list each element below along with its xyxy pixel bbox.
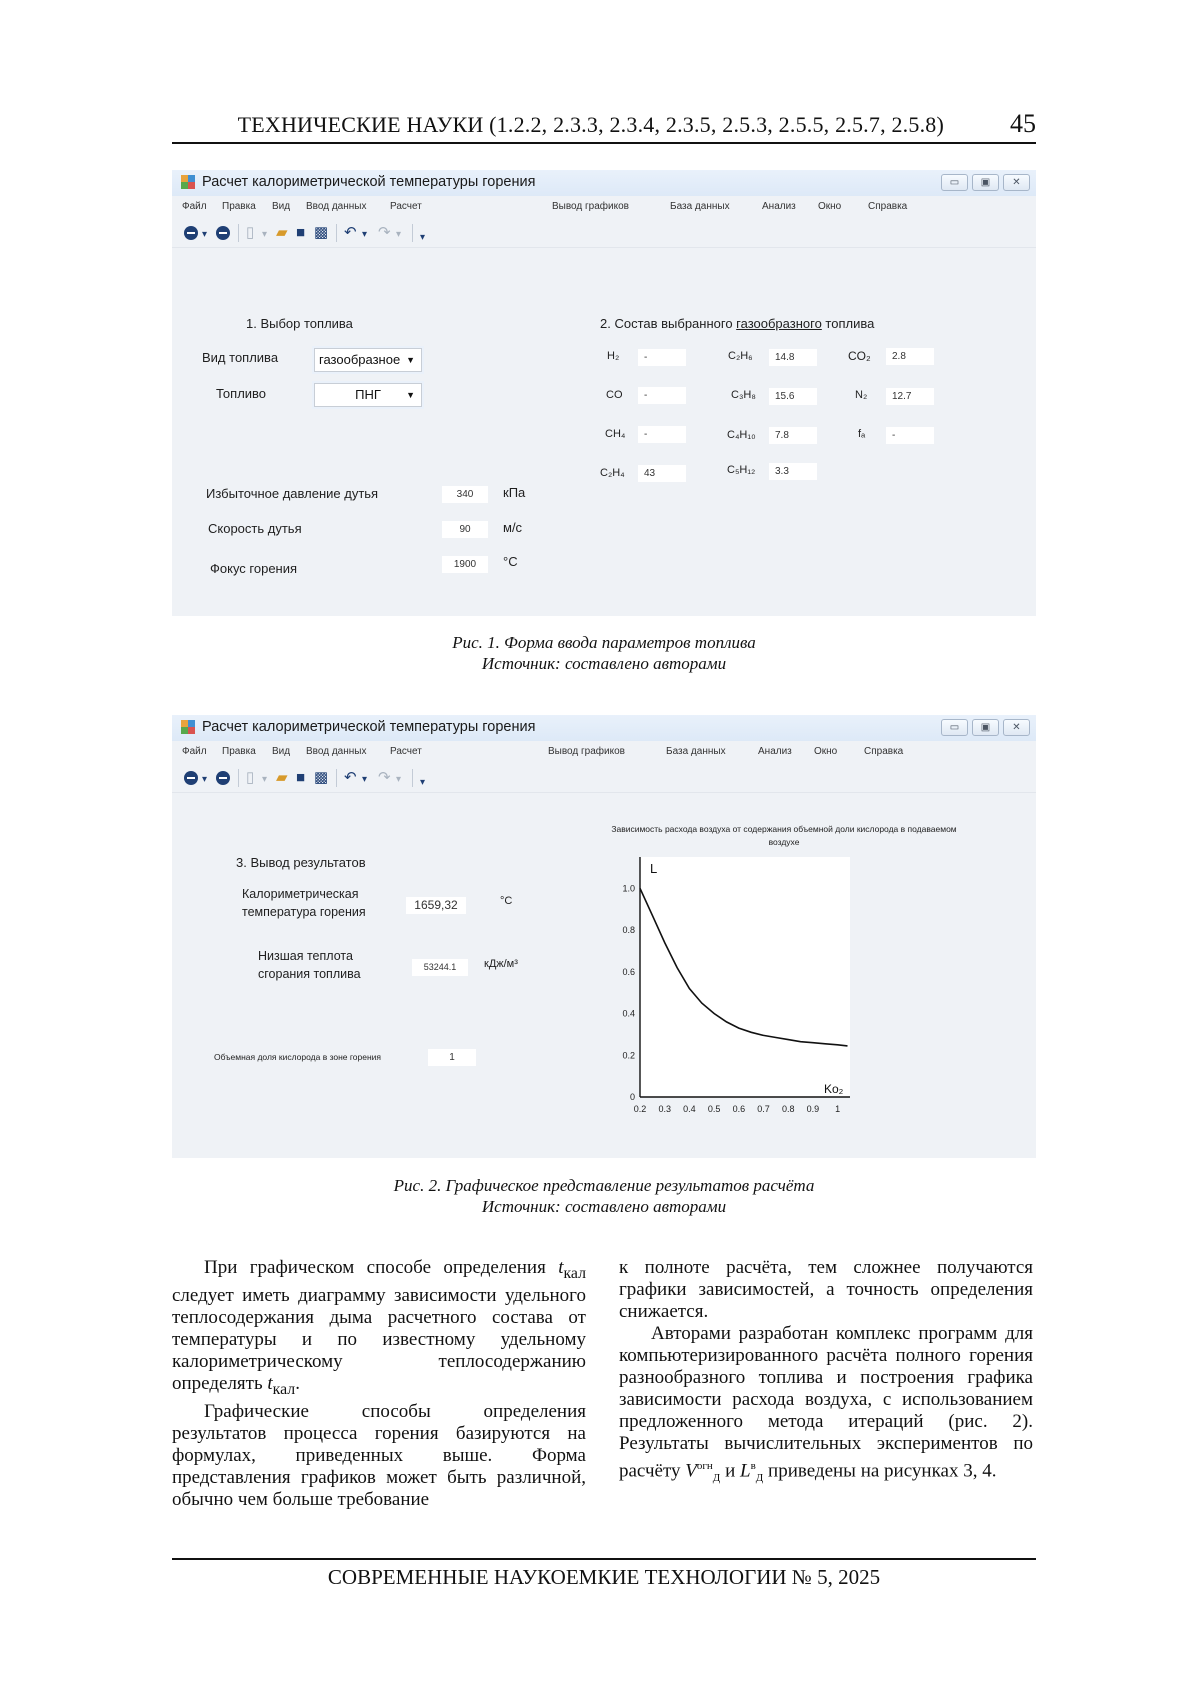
component-input[interactable]: 15.6 xyxy=(769,388,817,405)
heat-unit: кДж/м³ xyxy=(484,958,518,970)
save-all-icon[interactable]: ▩ xyxy=(314,224,329,241)
page-number: 45 xyxy=(1010,109,1036,138)
x-tick-label: 0.3 xyxy=(658,1104,671,1114)
component-input[interactable]: 43 xyxy=(638,465,686,482)
toolbar-overflow-icon[interactable]: ▾ xyxy=(420,232,426,243)
figure1-caption: Рис. 1. Форма ввода параметров топлива xyxy=(452,633,756,652)
redo-icon[interactable]: ↷ xyxy=(378,769,391,786)
new-dropdown-icon[interactable]: ▾ xyxy=(262,229,268,240)
symbol: t xyxy=(558,1257,564,1278)
close-icon[interactable]: ✕ xyxy=(1003,719,1030,736)
blast-speed-input[interactable]: 90 xyxy=(442,521,488,538)
x-tick-label: 0.5 xyxy=(707,1104,721,1114)
back-dropdown-icon[interactable]: ▾ xyxy=(202,774,208,785)
toolbar-separator xyxy=(412,769,413,787)
redo-dropdown-icon[interactable]: ▾ xyxy=(396,229,402,240)
menu-view[interactable]: Вид xyxy=(272,201,291,212)
body-column-right xyxy=(619,1257,1033,1489)
undo-icon[interactable]: ↶ xyxy=(344,224,357,241)
back-dropdown-icon[interactable]: ▾ xyxy=(202,229,208,240)
window-titlebar xyxy=(172,170,1036,196)
y-tick-label: 0.6 xyxy=(622,966,635,977)
component-input[interactable]: 2.8 xyxy=(886,348,934,365)
calorimetric-temperature-output: 1659,32 xyxy=(406,897,466,914)
window-titlebar xyxy=(172,715,1036,741)
toolbar-separator xyxy=(336,769,337,787)
paragraph: Графические способы определения результатов процесса горения базируются на формулах, приведенных выше. Форма представления графиков может быть различной, обычно чем больше требование xyxy=(172,1400,586,1510)
menu-view[interactable]: Вид xyxy=(272,746,291,757)
heat-label-line2: сгорания топлива xyxy=(258,967,361,981)
subscript: кал xyxy=(563,1264,586,1282)
menu-analysis[interactable]: Анализ xyxy=(762,201,796,212)
component-label: C₃H₈ xyxy=(731,389,756,401)
y-tick-label: 0.2 xyxy=(622,1050,635,1061)
menu-help[interactable]: Справка xyxy=(868,201,908,212)
composition-title-part: газообразного xyxy=(736,316,822,331)
component-input[interactable]: - xyxy=(638,387,686,404)
redo-icon[interactable]: ↷ xyxy=(378,224,391,241)
window-title: Расчет калориметрической температуры горения xyxy=(202,719,536,735)
figure2-source: Источник: составлено авторами xyxy=(481,1197,727,1216)
x-tick-label: 0.4 xyxy=(683,1104,696,1114)
superscript: в xyxy=(750,1460,756,1472)
air-consumption-chart xyxy=(596,847,986,1147)
toolbar-separator xyxy=(238,769,239,787)
y-axis-label: L xyxy=(650,861,658,876)
text-run: следует иметь диаграмму зависимости удельного теплосодержания дыма расчетного состава от температуры и по известному удельному калориметрическому теплосодержанию определять xyxy=(172,1284,586,1394)
app-icon xyxy=(181,175,195,189)
save-icon[interactable]: ■ xyxy=(296,769,306,786)
component-label: CO xyxy=(606,389,623,401)
calorimetric-unit: °С xyxy=(500,895,513,907)
y-tick-label: 1.0 xyxy=(622,883,635,894)
menu-graph-output[interactable]: Вывод графиков xyxy=(548,746,625,757)
new-document-icon[interactable]: ▯ xyxy=(246,224,255,241)
paragraph: к полноте расчёта, тем сложнее получаются графики зависимостей, а точность определения снижается. xyxy=(619,1257,1033,1322)
new-dropdown-icon[interactable]: ▾ xyxy=(262,774,268,785)
chevron-down-icon: ▼ xyxy=(406,355,415,365)
toolbar xyxy=(172,763,1036,793)
fuel-type-select[interactable] xyxy=(314,348,422,372)
x-axis-label: Ko₂ xyxy=(824,1082,844,1096)
text-run: При графическом способе определения xyxy=(204,1257,559,1278)
figure2-caption: Рис. 2. Графическое представление результатов расчёта xyxy=(393,1176,815,1195)
oxygen-share-input[interactable]: 1 xyxy=(428,1049,476,1066)
superscript: огн xyxy=(696,1460,713,1472)
text-run: и xyxy=(720,1460,740,1482)
menu-data-input[interactable]: Ввод данных xyxy=(306,746,367,757)
fuel-type-value: газообразное xyxy=(319,352,401,367)
open-folder-icon[interactable]: ▰ xyxy=(276,224,288,241)
param-label: Скорость дутья xyxy=(208,521,302,536)
save-icon[interactable]: ■ xyxy=(296,224,306,241)
component-input[interactable]: - xyxy=(886,427,934,444)
focus-input[interactable]: 1900 xyxy=(442,556,488,573)
menu-calculation[interactable]: Расчет xyxy=(390,201,422,212)
menu-graph-output[interactable]: Вывод графиков xyxy=(552,201,629,212)
menu-edit[interactable]: Правка xyxy=(222,746,256,757)
symbol: V xyxy=(685,1460,697,1482)
pressure-input[interactable]: 340 xyxy=(442,486,488,503)
menu-bar xyxy=(172,741,1036,763)
composition-title-part: 2. Состав выбранного xyxy=(600,316,737,331)
menu-edit[interactable]: Правка xyxy=(222,201,256,212)
undo-dropdown-icon[interactable]: ▾ xyxy=(362,774,368,785)
menu-database[interactable]: База данных xyxy=(670,201,730,212)
param-unit: м/с xyxy=(503,520,523,535)
menu-database[interactable]: База данных xyxy=(666,746,726,757)
journal-section-title: ТЕХНИЧЕСКИЕ НАУКИ (1.2.2, 2.3.3, 2.3.4, 2.3.5, 2.5.3, 2.5.5, 2.5.7, 2.5.8) xyxy=(237,112,944,137)
component-input[interactable]: 14.8 xyxy=(769,349,817,366)
close-icon[interactable]: ✕ xyxy=(1003,174,1030,191)
paragraph xyxy=(619,1323,1033,1489)
subscript: кал xyxy=(272,1380,296,1398)
figure1-source: Источник: составлено авторами xyxy=(481,654,727,673)
menu-analysis[interactable]: Анализ xyxy=(758,746,792,757)
section-composition-title xyxy=(600,316,874,331)
component-input[interactable]: 7.8 xyxy=(769,427,817,444)
menu-window[interactable]: Окно xyxy=(818,201,842,212)
heat-label-line1: Низшая теплота xyxy=(258,949,353,963)
forward-icon[interactable] xyxy=(216,226,230,240)
x-tick-label: 0.9 xyxy=(806,1104,820,1114)
section-results-title: 3. Вывод результатов xyxy=(236,855,366,870)
maximize-icon[interactable]: ▣ xyxy=(972,719,999,736)
fuel-type-label: Вид топлива xyxy=(202,350,279,365)
param-unit: °С xyxy=(503,554,518,569)
y-tick-label: 0.8 xyxy=(622,925,635,936)
text-run: . xyxy=(295,1372,300,1394)
redo-dropdown-icon[interactable]: ▾ xyxy=(396,774,402,785)
component-label: H₂ xyxy=(607,350,620,362)
back-icon[interactable] xyxy=(184,226,198,240)
menu-window[interactable]: Окно xyxy=(814,746,838,757)
component-label: N₂ xyxy=(855,389,868,401)
subscript: Д xyxy=(755,1472,764,1485)
component-label: C₅H₁₂ xyxy=(727,464,756,476)
x-tick-label: 0.2 xyxy=(633,1104,647,1114)
component-label: C₂H₄ xyxy=(600,467,625,479)
component-label: CO₂ xyxy=(848,349,871,363)
param-unit: кПа xyxy=(503,485,526,500)
journal-name: СОВРЕМЕННЫЕ НАУКОЕМКИЕ ТЕХНОЛОГИИ № 5, 2025 xyxy=(327,1565,881,1589)
x-tick-label: 0.8 xyxy=(781,1104,795,1114)
component-input[interactable]: - xyxy=(638,349,686,366)
x-tick-label: 1 xyxy=(835,1104,841,1114)
component-input[interactable]: - xyxy=(638,426,686,443)
menu-data-input[interactable]: Ввод данных xyxy=(306,201,367,212)
chart-title: Зависимость расхода воздуха от содержания объемной доли кислорода в подаваемом воздухе xyxy=(611,824,957,847)
subscript: Д xyxy=(712,1472,721,1485)
calorimetric-label-line2: температура горения xyxy=(242,905,366,919)
x-tick-label: 0.6 xyxy=(732,1104,746,1114)
body-column-left xyxy=(172,1257,586,1511)
fuel-value: ПНГ xyxy=(355,387,381,402)
plot-area xyxy=(640,857,850,1097)
section-fuel-selection-title: 1. Выбор топлива xyxy=(246,316,353,331)
component-label: C₄H₁₀ xyxy=(727,429,756,441)
toolbar-overflow-icon[interactable]: ▾ xyxy=(420,777,426,788)
toolbar-separator xyxy=(336,224,337,242)
component-input[interactable]: 12.7 xyxy=(886,388,934,405)
running-footer xyxy=(172,1558,1036,1589)
calorimetric-label-line1: Калориметрическая xyxy=(242,887,359,901)
param-label: Избыточное давление дутья xyxy=(206,486,379,501)
y-tick-label: 0.4 xyxy=(622,1008,635,1019)
component-input[interactable]: 3.3 xyxy=(769,463,817,480)
symbol: L xyxy=(739,1460,751,1482)
fuel-select[interactable] xyxy=(314,383,422,407)
forward-icon[interactable] xyxy=(216,771,230,785)
running-header xyxy=(172,109,1036,144)
y-tick-label: 0 xyxy=(629,1092,635,1102)
window-title: Расчет калориметрической температуры горения xyxy=(202,174,536,190)
figure2-app-window xyxy=(172,715,1036,1158)
component-label: CH₄ xyxy=(605,428,626,440)
text-run: приведены на рисунках 3, 4. xyxy=(763,1460,997,1482)
undo-dropdown-icon[interactable]: ▾ xyxy=(362,229,368,240)
toolbar-separator xyxy=(238,224,239,242)
chevron-down-icon: ▼ xyxy=(406,390,415,400)
paragraph xyxy=(172,1257,586,1401)
component-label: fₐ xyxy=(858,428,866,440)
text-run: Авторами разработан комплекс программ для компьютеризированного расчёта полного горения разнообразного топлива и построения графика зависимости расхода воздуха, с использованием предложенного метода итераций (рис. 2). Результаты вычислительных экспериментов по расчёту xyxy=(619,1323,1033,1482)
menu-help[interactable]: Справка xyxy=(864,746,904,757)
toolbar xyxy=(172,218,1036,248)
app-icon xyxy=(181,720,195,734)
minimize-icon[interactable]: ▭ xyxy=(941,719,968,736)
toolbar-separator xyxy=(412,224,413,242)
minimize-icon[interactable]: ▭ xyxy=(941,174,968,191)
fuel-label: Топливо xyxy=(216,386,267,401)
maximize-icon[interactable]: ▣ xyxy=(972,174,999,191)
param-label: Фокус горения xyxy=(210,561,298,576)
new-document-icon[interactable]: ▯ xyxy=(246,769,255,786)
menu-file[interactable]: Файл xyxy=(182,746,207,757)
figure1-app-window xyxy=(172,170,1036,616)
lower-heat-output: 53244.1 xyxy=(412,959,468,976)
undo-icon[interactable]: ↶ xyxy=(344,769,357,786)
oxygen-share-label: Объемная доля кислорода в зоне горения xyxy=(214,1052,382,1062)
symbol: t xyxy=(267,1372,273,1394)
component-label: C₂H₆ xyxy=(728,350,753,362)
menu-bar xyxy=(172,196,1036,218)
open-folder-icon[interactable]: ▰ xyxy=(276,769,288,786)
composition-title-part: топлива xyxy=(821,316,875,331)
x-tick-label: 0.7 xyxy=(757,1104,770,1114)
save-all-icon[interactable]: ▩ xyxy=(314,769,329,786)
menu-calculation[interactable]: Расчет xyxy=(390,746,422,757)
back-icon[interactable] xyxy=(184,771,198,785)
menu-file[interactable]: Файл xyxy=(182,201,207,212)
